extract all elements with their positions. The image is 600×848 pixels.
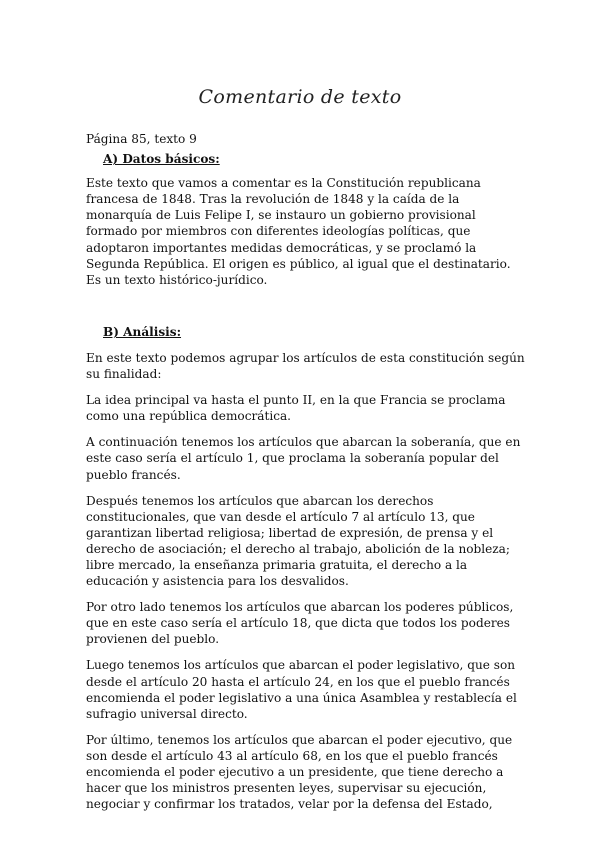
document-body xyxy=(86,131,526,822)
section-b-paragraph-6: Luego tenemos los artículos que abarcan el poder legislativo, que son desde el artículo 20 hasta el artículo 24, en los que el pueblo francés encomienda el poder legislativo a una única Asamblea y restablecía el sufragio universal directo. xyxy=(86,658,517,721)
section-a-paragraph: Este texto que vamos a comentar es la Constitución republicana francesa de 1848. Tras la revolución de 1848 y la caída de la monarquía de Luis Felipe I, se instauro un gobierno provisional formado por miembros con diferentes ideologías políticas, que adoptaron importantes medidas democráticas, y se proclamó la Segunda República. El origen es público, al igual que el destinatario. Es un texto histórico-jurídico. xyxy=(86,176,511,287)
page-reference: Página 85, texto 9 xyxy=(86,132,197,146)
section-a-heading: A) Datos básicos: xyxy=(103,152,220,167)
section-b-paragraph-1: En este texto podemos agrupar los artículos de esta constitución según su finalidad: xyxy=(86,350,525,382)
section-b-paragraph-5: Por otro lado tenemos los artículos que abarcan los poderes públicos, que en este caso sería el artículo 18, que dicta que todos los poderes provienen del pueblo. xyxy=(86,600,514,647)
section-b-paragraph-2: La idea principal va hasta el punto II, en la que Francia se proclama como una república democrática. xyxy=(86,393,506,424)
section-b-paragraph-3: A continuación tenemos los artículos que abarcan la soberanía, que en este caso sería el artículo 1, que proclama la soberanía popular del pueblo francés. xyxy=(86,435,521,482)
document-title: Comentario de texto xyxy=(198,86,402,108)
section-b-heading: B) Análisis: xyxy=(103,324,182,339)
section-b-paragraph-7: Por último, tenemos los artículos que abarcan el poder ejecutivo, que son desde el artículo 43 al artículo 68, en los que el pueblo francés encomienda el poder ejecutivo a un presidente, que tiene derecho a hacer que los ministros presenten leyes, supervisar su ejecución, negociar y confirmar los tratados, velar por la defensa del Estado, xyxy=(86,732,513,812)
section-b-paragraph-4: Después tenemos los artículos que abarcan los derechos constitucionales, que van desde el artículo 7 al artículo 13, que garantizan libertad religiosa; libertad de expresión, de prensa y el derecho de asociación; el derecho al trabajo, abolición de la nobleza; libre mercado, la enseñanza primaria gratuita, el derecho a la educación y asistencia para los desvalidos. xyxy=(86,493,510,589)
